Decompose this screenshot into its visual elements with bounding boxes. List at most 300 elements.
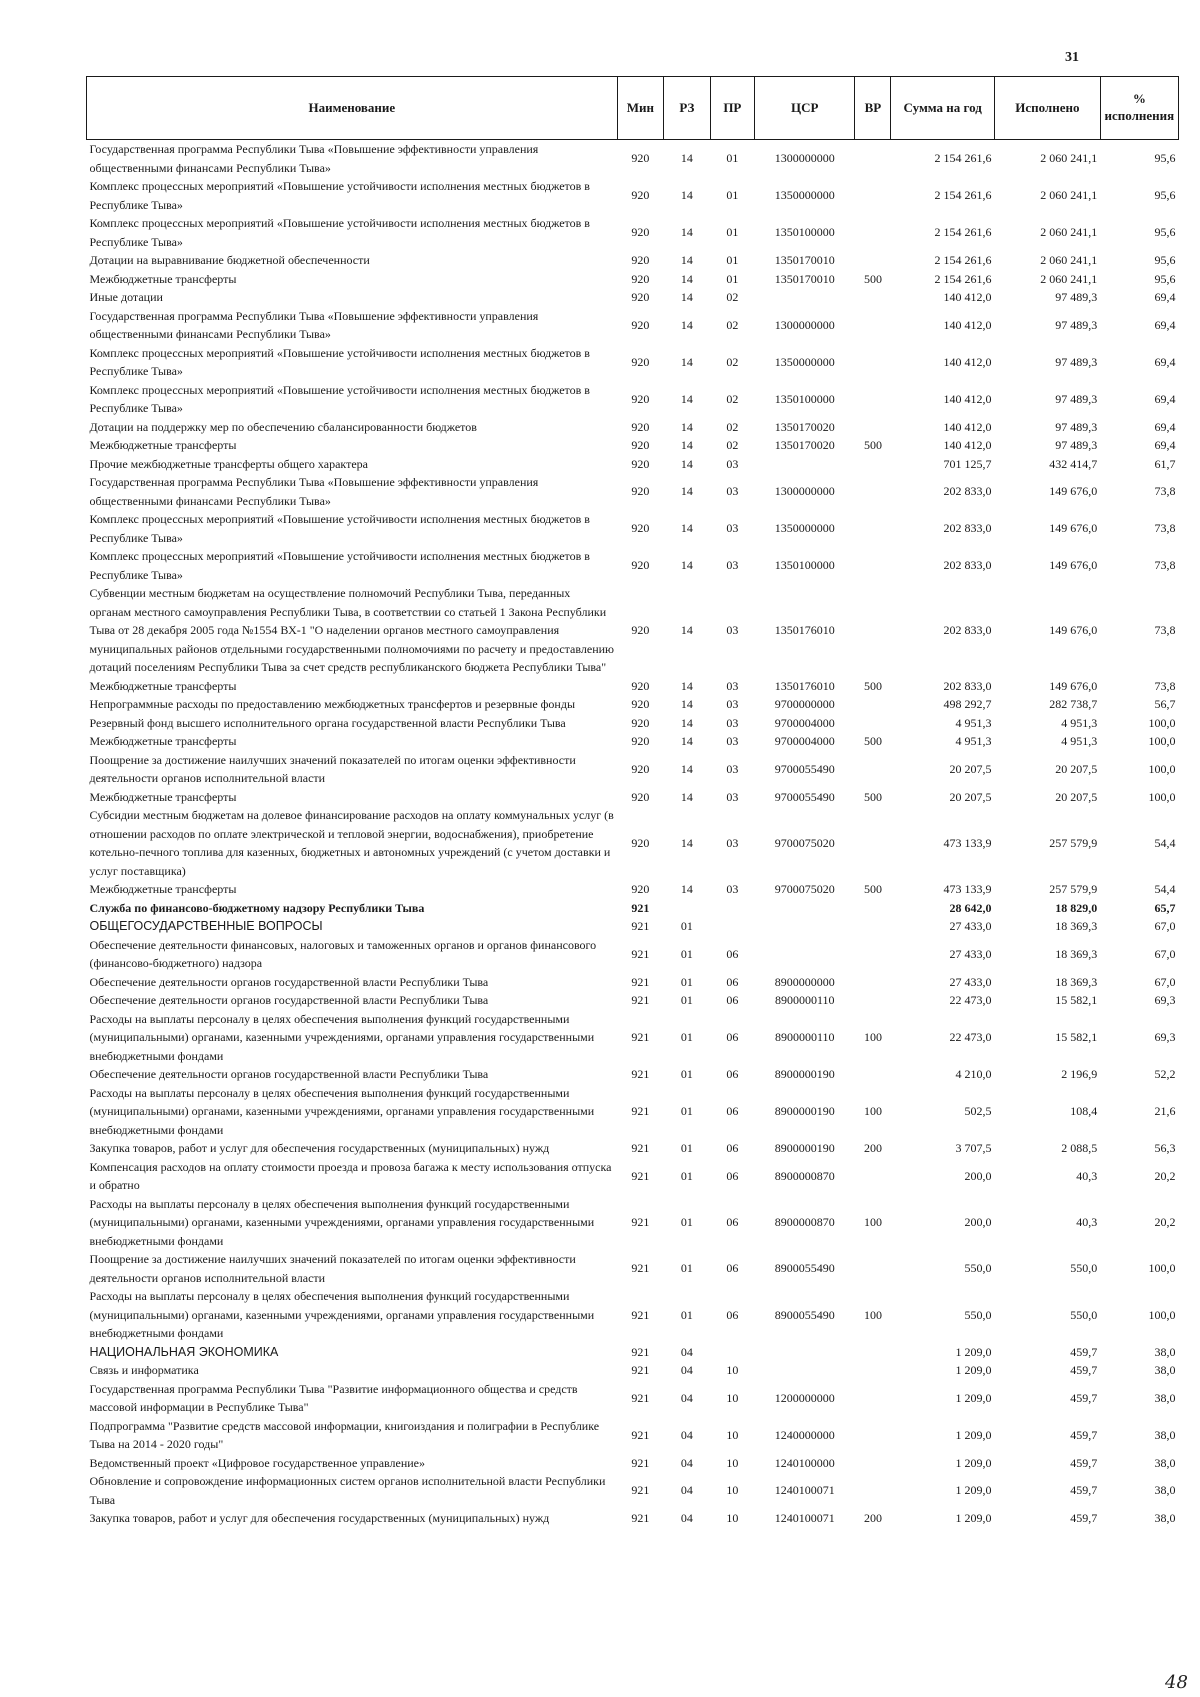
cell-done: 2 060 241,1	[1040, 225, 1098, 240]
cell-done: 550,0	[1070, 1307, 1098, 1322]
cell-rz: 14	[680, 188, 693, 203]
cell-sum: 20 207,5	[949, 789, 992, 804]
cell-csr	[755, 936, 855, 973]
cell-sum: 4 951,3	[955, 715, 992, 730]
table-row	[87, 214, 1179, 251]
cell-name: Комплекс процессных мероприятий «Повышение устойчивости исполнения местных бюджетов в Республике Тыва»	[89, 179, 590, 212]
cell-min: 920	[631, 484, 650, 499]
col-header-done: Исполнено	[995, 77, 1101, 140]
cell-pr: 06	[726, 1261, 739, 1276]
cell-name: Обеспечение деятельности финансовых, налоговых и таможенных органов и органов финансового (финансово-бюджетного) надзора	[89, 937, 597, 970]
cell-sum: 28 642,0	[949, 900, 992, 915]
cell-pr: 03	[726, 678, 739, 693]
cell-min: 921	[631, 1511, 650, 1525]
cell-vr	[855, 510, 891, 547]
cell-min: 920	[631, 391, 650, 406]
cell-done: 97 489,3	[1055, 419, 1098, 434]
table-row	[87, 473, 1179, 510]
cell-csr: 9700055490	[774, 761, 835, 776]
cell-vr	[855, 936, 891, 973]
cell-name: Комплекс процессных мероприятий «Повышение устойчивости исполнения местных бюджетов в Республике Тыва»	[89, 512, 590, 545]
cell-pr: 02	[726, 419, 739, 434]
cell-sum: 502,5	[964, 1104, 992, 1118]
cell-rz: 14	[680, 734, 693, 748]
cell-done: 149 676,0	[1049, 623, 1098, 637]
cell-csr: 1350176010	[774, 623, 835, 637]
cell-min: 920	[631, 188, 650, 203]
cell-name: Государственная программа Республики Тыва «Повышение эффективности управления общественными финансами Республики Тыва»	[89, 142, 539, 175]
cell-rz: 01	[680, 993, 693, 1007]
cell-name: Комплекс процессных мероприятий «Повышение устойчивости исполнения местных бюджетов в Республике Тыва»	[89, 382, 590, 415]
cell-done: 550,0	[1070, 1261, 1098, 1276]
cell-rz: 01	[680, 1215, 693, 1229]
cell-pct: 69,4	[1154, 354, 1176, 369]
cell-rz: 04	[680, 1511, 693, 1525]
cell-name: Служба по финансово-бюджетному надзору Республики Тыва	[89, 900, 425, 915]
cell-pr: 06	[726, 993, 739, 1007]
cell-min: 920	[631, 438, 650, 452]
cell-csr: 9700075020	[774, 882, 835, 896]
cell-pct: 95,6	[1154, 271, 1176, 286]
cell-vr: 500	[863, 734, 882, 748]
table-row	[87, 677, 1179, 696]
cell-pr: 10	[726, 1390, 739, 1405]
cell-pct: 73,8	[1154, 558, 1176, 573]
cell-pr: 02	[726, 290, 739, 304]
cell-sum: 22 473,0	[949, 993, 992, 1007]
cell-done: 2 088,5	[1061, 1141, 1098, 1155]
cell-min: 920	[631, 835, 650, 850]
cell-csr	[755, 1361, 855, 1380]
cell-rz: 14	[680, 789, 693, 804]
cell-min: 921	[631, 1363, 650, 1377]
cell-min: 921	[631, 1455, 650, 1470]
cell-sum: 1 209,0	[955, 1455, 992, 1470]
cell-done: 257 579,9	[1049, 882, 1098, 896]
cell-vr: 100	[863, 1307, 882, 1322]
cell-rz: 14	[680, 456, 693, 471]
cell-pct: 100,0	[1148, 1307, 1176, 1322]
col-header-min: Мин	[617, 77, 664, 140]
cell-min: 920	[631, 761, 650, 776]
cell-pct: 69,3	[1154, 993, 1176, 1007]
cell-vr	[855, 1361, 891, 1380]
table-row	[87, 899, 1179, 918]
cell-rz: 04	[680, 1483, 693, 1498]
cell-min: 920	[631, 151, 650, 166]
cell-rz: 14	[680, 623, 693, 637]
table-row	[87, 140, 1179, 178]
cell-min: 921	[631, 946, 650, 961]
cell-rz: 14	[680, 438, 693, 452]
cell-pr: 02	[726, 317, 739, 332]
cell-pct: 54,4	[1154, 835, 1176, 850]
cell-sum: 2 154 261,6	[934, 271, 992, 286]
cell-name: Межбюджетные трансферты	[89, 438, 237, 452]
cell-vr: 500	[863, 271, 882, 286]
cell-min: 921	[631, 1344, 650, 1359]
table-row	[87, 344, 1179, 381]
cell-sum: 200,0	[964, 1168, 992, 1183]
table-row	[87, 510, 1179, 547]
table-row	[87, 1454, 1179, 1473]
cell-csr: 9700000000	[774, 697, 835, 711]
cell-done: 2 060 241,1	[1040, 253, 1098, 267]
cell-pr: 03	[726, 789, 739, 804]
cell-csr: 9700004000	[774, 734, 835, 748]
cell-csr: 8900000110	[774, 1030, 835, 1044]
table-row	[87, 788, 1179, 807]
cell-csr: 8900000110	[774, 993, 835, 1007]
cell-csr: 1350176010	[774, 678, 835, 693]
cell-sum: 1 209,0	[955, 1427, 992, 1442]
cell-name: Подпрограмма "Развитие средств массовой информации, книгоиздания и полиграфии в Республике Тыва на 2014 - 2020 годы"	[89, 1418, 600, 1451]
cell-pr: 06	[726, 1307, 739, 1322]
cell-done: 97 489,3	[1055, 317, 1098, 332]
cell-pr: 02	[726, 391, 739, 406]
cell-vr	[855, 917, 891, 936]
cell-csr: 8900000000	[774, 974, 835, 989]
cell-pr: 03	[726, 715, 739, 730]
cell-csr: 1300000000	[774, 151, 835, 166]
cell-vr	[855, 381, 891, 418]
cell-pct: 38,0	[1154, 1363, 1176, 1377]
cell-pr: 03	[726, 521, 739, 536]
cell-sum: 473 133,9	[943, 835, 992, 850]
table-row	[87, 1010, 1179, 1066]
cell-vr	[855, 1417, 891, 1454]
cell-done: 15 582,1	[1055, 1030, 1098, 1044]
cell-done: 18 829,0	[1055, 900, 1098, 915]
col-header-sum: Сумма на год	[891, 77, 995, 140]
cell-csr: 1240100071	[774, 1511, 835, 1525]
cell-pr: 01	[726, 151, 739, 166]
cell-name: Расходы на выплаты персоналу в целях обеспечения выполнения функций государственными (муниципальными) органами, казенными учреждениями, органами управления государственными внебюджетными фондами	[89, 1196, 595, 1248]
cell-csr: 1350100000	[774, 558, 835, 573]
cell-name: Прочие межбюджетные трансферты общего характера	[89, 456, 368, 471]
table-row	[87, 1287, 1179, 1343]
cell-done: 40,3	[1076, 1215, 1098, 1229]
cell-pr: 06	[726, 1141, 739, 1155]
cell-vr	[855, 1158, 891, 1195]
cell-sum: 27 433,0	[949, 974, 992, 989]
table-row	[87, 418, 1179, 437]
cell-pct: 100,0	[1148, 789, 1176, 804]
table-row	[87, 991, 1179, 1010]
table-row	[87, 1158, 1179, 1195]
cell-rz	[664, 899, 711, 918]
cell-vr	[855, 214, 891, 251]
cell-name: Закупка товаров, работ и услуг для обеспечения государственных (муниципальных) нужд	[89, 1511, 550, 1525]
cell-pct: 100,0	[1148, 1261, 1176, 1276]
cell-csr: 8900000870	[774, 1168, 835, 1183]
cell-rz: 01	[680, 1030, 693, 1044]
cell-csr: 8900000190	[774, 1067, 835, 1081]
cell-name: Расходы на выплаты персоналу в целях обеспечения выполнения функций государственными (муниципальными) органами, казенными учреждениями, органами управления государственными внебюджетными фондами	[89, 1289, 595, 1340]
cell-min: 921	[631, 900, 650, 915]
cell-name: Государственная программа Республики Тыва "Развитие информационного общества и средств массовой информации в Республике Тыва"	[89, 1381, 578, 1414]
cell-done: 97 489,3	[1055, 354, 1098, 369]
cell-pct: 54,4	[1154, 882, 1176, 896]
cell-vr	[855, 177, 891, 214]
cell-done: 149 676,0	[1049, 678, 1098, 693]
cell-pr: 01	[726, 253, 739, 267]
cell-pr: 01	[726, 225, 739, 240]
cell-rz: 01	[680, 1104, 693, 1118]
cell-vr	[855, 584, 891, 677]
cell-pct: 69,3	[1154, 1030, 1176, 1044]
cell-min: 921	[631, 919, 650, 933]
cell-done: 459,7	[1070, 1427, 1098, 1442]
cell-csr: 1240100000	[774, 1455, 835, 1470]
table-row	[87, 455, 1179, 474]
cell-name: Дотации на выравнивание бюджетной обеспеченности	[89, 253, 370, 267]
cell-vr	[855, 714, 891, 733]
cell-done: 97 489,3	[1055, 438, 1098, 452]
table-row	[87, 1380, 1179, 1417]
cell-name: Комплекс процессных мероприятий «Повышение устойчивости исполнения местных бюджетов в Республике Тыва»	[89, 216, 590, 249]
cell-name: Комплекс процессных мероприятий «Повышение устойчивости исполнения местных бюджетов в Республике Тыва»	[89, 549, 590, 582]
table-row	[87, 288, 1179, 307]
cell-rz: 14	[680, 253, 693, 267]
cell-pct: 100,0	[1148, 715, 1176, 730]
cell-min: 920	[631, 734, 650, 748]
cell-csr	[755, 455, 855, 474]
cell-name: НАЦИОНАЛЬНАЯ ЭКОНОМИКА	[89, 1344, 279, 1359]
table-row	[87, 1065, 1179, 1084]
cell-min: 920	[631, 253, 650, 267]
cell-csr	[755, 917, 855, 936]
cell-pr	[710, 1343, 754, 1362]
cell-done: 459,7	[1070, 1363, 1098, 1377]
cell-min: 920	[631, 623, 650, 637]
cell-sum: 498 292,7	[943, 697, 992, 711]
cell-vr	[855, 455, 891, 474]
cell-name: Дотации на поддержку мер по обеспечению сбалансированности бюджетов	[89, 419, 477, 434]
cell-rz: 14	[680, 678, 693, 693]
cell-rz: 14	[680, 225, 693, 240]
cell-pct: 38,0	[1154, 1390, 1176, 1405]
cell-csr: 1350000000	[774, 521, 835, 536]
cell-rz: 14	[680, 391, 693, 406]
table-row	[87, 547, 1179, 584]
cell-vr	[855, 973, 891, 992]
col-header-pct: % исполнения	[1100, 77, 1178, 140]
cell-pct: 21,6	[1154, 1104, 1176, 1118]
cell-done: 459,7	[1070, 1511, 1098, 1525]
cell-min: 920	[631, 882, 650, 896]
cell-min: 921	[631, 1067, 650, 1081]
cell-name: Компенсация расходов на оплату стоимости проезда и провоза багажа к месту использования отпуска и обратно	[89, 1159, 612, 1192]
cell-rz: 14	[680, 715, 693, 730]
cell-csr: 1240100071	[774, 1483, 835, 1498]
cell-rz: 04	[680, 1390, 693, 1405]
cell-csr: 1350170020	[774, 438, 835, 452]
cell-min: 921	[631, 1168, 650, 1183]
cell-sum: 2 154 261,6	[934, 225, 992, 240]
cell-sum: 2 154 261,6	[934, 253, 992, 267]
cell-min: 920	[631, 715, 650, 730]
cell-pct: 69,4	[1154, 317, 1176, 332]
cell-pr: 06	[726, 1104, 739, 1118]
cell-vr: 100	[863, 1030, 882, 1044]
cell-sum: 1 209,0	[955, 1390, 992, 1405]
cell-sum: 701 125,7	[943, 456, 992, 471]
cell-name: Государственная программа Республики Тыва «Повышение эффективности управления общественными финансами Республики Тыва»	[89, 475, 539, 508]
cell-min: 920	[631, 558, 650, 573]
cell-name: Государственная программа Республики Тыва «Повышение эффективности управления общественными финансами Республики Тыва»	[89, 308, 539, 341]
cell-min: 920	[631, 678, 650, 693]
cell-pr: 10	[726, 1455, 739, 1470]
cell-pct: 52,2	[1154, 1067, 1176, 1081]
cell-pct: 38,0	[1154, 1511, 1176, 1525]
cell-sum: 140 412,0	[943, 391, 992, 406]
cell-vr: 500	[863, 678, 882, 693]
cell-done: 149 676,0	[1049, 484, 1098, 499]
table-row	[87, 1472, 1179, 1509]
cell-pct: 38,0	[1154, 1455, 1176, 1470]
cell-pr: 10	[726, 1363, 739, 1377]
cell-name: Межбюджетные трансферты	[89, 271, 237, 286]
cell-name: ОБЩЕГОСУДАРСТВЕННЫЕ ВОПРОСЫ	[89, 919, 323, 933]
cell-pct: 100,0	[1148, 761, 1176, 776]
table-row	[87, 381, 1179, 418]
table-row	[87, 714, 1179, 733]
cell-min: 920	[631, 697, 650, 711]
table-row	[87, 436, 1179, 455]
cell-sum: 27 433,0	[949, 919, 992, 933]
cell-pct: 69,4	[1154, 391, 1176, 406]
cell-name: Межбюджетные трансферты	[89, 734, 237, 748]
cell-vr	[855, 1250, 891, 1287]
col-header-name: Наименование	[87, 77, 618, 140]
cell-csr: 1300000000	[774, 484, 835, 499]
cell-sum: 202 833,0	[943, 678, 992, 693]
cell-sum: 1 209,0	[955, 1511, 992, 1525]
cell-sum: 1 209,0	[955, 1483, 992, 1498]
cell-name: Иные дотации	[89, 290, 163, 304]
cell-rz: 14	[680, 317, 693, 332]
table-body	[87, 140, 1179, 1528]
table-row	[87, 936, 1179, 973]
cell-min: 921	[631, 993, 650, 1007]
cell-name: Межбюджетные трансферты	[89, 678, 237, 693]
cell-pct: 20,2	[1154, 1168, 1176, 1183]
cell-sum: 1 209,0	[955, 1363, 992, 1377]
cell-rz: 01	[680, 1261, 693, 1276]
table-row	[87, 270, 1179, 289]
table-row	[87, 1509, 1179, 1528]
cell-pr: 06	[726, 974, 739, 989]
cell-vr: 100	[863, 1104, 882, 1118]
budget-execution-table	[86, 76, 1179, 1528]
cell-pr: 10	[726, 1511, 739, 1525]
cell-rz: 01	[680, 1067, 693, 1081]
cell-sum: 202 833,0	[943, 623, 992, 637]
cell-vr	[855, 1380, 891, 1417]
cell-pct: 73,8	[1154, 623, 1176, 637]
cell-sum: 550,0	[964, 1261, 992, 1276]
table-row	[87, 973, 1179, 992]
cell-min: 920	[631, 225, 650, 240]
cell-pr: 06	[726, 1215, 739, 1229]
cell-name: Комплекс процессных мероприятий «Повышение устойчивости исполнения местных бюджетов в Республике Тыва»	[89, 345, 590, 378]
cell-csr	[755, 288, 855, 307]
col-header-rz: РЗ	[664, 77, 711, 140]
cell-csr: 1350100000	[774, 391, 835, 406]
cell-vr	[855, 547, 891, 584]
cell-name: Субвенции местным бюджетам на осуществление полномочий Республики Тыва, переданных органам местного самоуправления Республики Тыва, в соответствии со статьей 1 Закона Республики Тыва от 28 декабря 2005 года №1554 ВХ-1 "О наделении органов местного самоуправления муниципальных районов отдельными государственными полномочиями по расчету и предоставлению дотаций поселениям Республики Тыва за счет средств республиканского бюджета Республики Тыва"	[89, 586, 615, 674]
cell-sum: 202 833,0	[943, 521, 992, 536]
cell-vr: 100	[863, 1215, 882, 1229]
cell-pct: 69,4	[1154, 290, 1176, 304]
cell-rz: 14	[680, 290, 693, 304]
cell-csr: 1350170010	[774, 253, 835, 267]
col-header-csr: ЦСР	[755, 77, 855, 140]
cell-csr	[755, 1343, 855, 1362]
cell-name: Обеспечение деятельности органов государственной власти Республики Тыва	[89, 993, 489, 1007]
cell-pr: 10	[726, 1427, 739, 1442]
cell-pr: 06	[726, 946, 739, 961]
cell-done: 459,7	[1070, 1455, 1098, 1470]
cell-rz: 04	[680, 1344, 693, 1359]
cell-csr: 8900055490	[774, 1307, 835, 1322]
table-header	[87, 77, 1179, 140]
cell-name: Закупка товаров, работ и услуг для обеспечения государственных (муниципальных) нужд	[89, 1141, 550, 1155]
table-row	[87, 1195, 1179, 1251]
cell-sum: 140 412,0	[943, 317, 992, 332]
cell-min: 921	[631, 1483, 650, 1498]
cell-pr: 02	[726, 354, 739, 369]
cell-pct: 73,8	[1154, 678, 1176, 693]
cell-sum: 4 951,3	[955, 734, 992, 748]
cell-rz: 14	[680, 151, 693, 166]
cell-rz: 14	[680, 835, 693, 850]
cell-vr	[855, 695, 891, 714]
cell-rz: 14	[680, 271, 693, 286]
table-row	[87, 880, 1179, 899]
cell-vr: 200	[863, 1141, 882, 1155]
cell-rz: 14	[680, 419, 693, 434]
cell-done: 2 196,9	[1061, 1067, 1098, 1081]
cell-rz: 14	[680, 697, 693, 711]
cell-sum: 20 207,5	[949, 761, 992, 776]
cell-name: Расходы на выплаты персоналу в целях обеспечения выполнения функций государственными (муниципальными) органами, казенными учреждениями, органами управления государственными внебюджетными фондами	[89, 1011, 595, 1063]
cell-vr: 200	[863, 1511, 882, 1525]
cell-csr: 1240000000	[774, 1427, 835, 1442]
cell-min: 921	[631, 1427, 650, 1442]
cell-csr: 8900000190	[774, 1141, 835, 1155]
cell-pct: 67,0	[1154, 919, 1176, 933]
cell-min: 920	[631, 290, 650, 304]
cell-pct: 95,6	[1154, 151, 1176, 166]
cell-pct: 69,4	[1154, 438, 1176, 452]
cell-done: 459,7	[1070, 1344, 1098, 1359]
cell-vr	[855, 751, 891, 788]
table-row	[87, 732, 1179, 751]
cell-vr	[855, 307, 891, 344]
cell-min: 921	[631, 1390, 650, 1405]
cell-vr	[855, 288, 891, 307]
cell-name: Межбюджетные трансферты	[89, 789, 237, 804]
cell-pct: 61,7	[1154, 456, 1176, 471]
cell-csr: 1300000000	[774, 317, 835, 332]
cell-csr: 1350170010	[774, 271, 835, 286]
cell-pr: 03	[726, 484, 739, 499]
cell-done: 15 582,1	[1055, 993, 1098, 1007]
cell-done: 18 369,3	[1055, 919, 1098, 933]
cell-done: 459,7	[1070, 1390, 1098, 1405]
